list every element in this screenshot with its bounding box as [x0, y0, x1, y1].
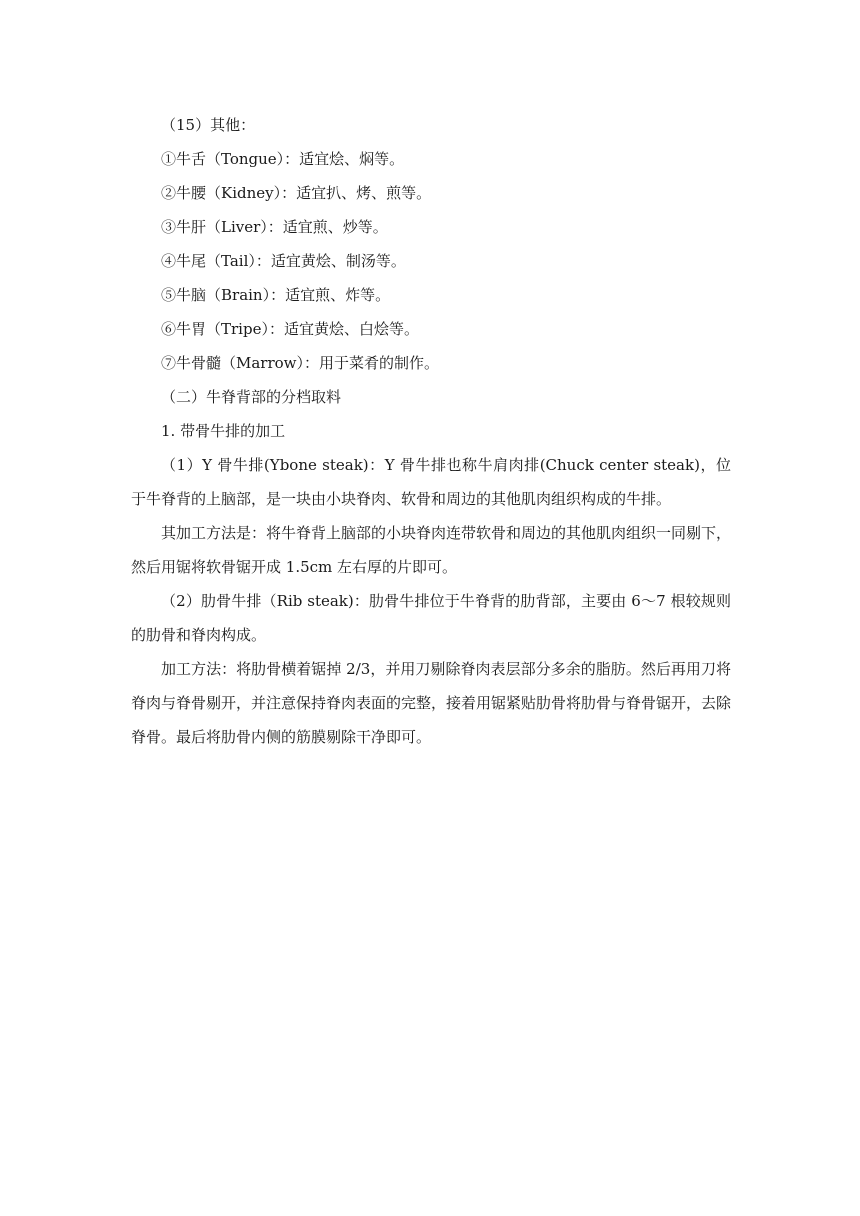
paragraph-rib-steak: （2）肋骨牛排（Rib steak)：肋骨牛排位于牛脊背的肋背部，主要由 6～7 根较规则的肋骨和脊肉构成。: [131, 592, 731, 644]
paragraph-y-bone-method: 其加工方法是：将牛脊背上脑部的小块脊肉连带软骨和周边的其他肌肉组织一同剔下，然后用锯将软骨锯开成 1.5cm 左右厚的片即可。: [131, 524, 732, 576]
list-item: ②牛腰（Kidney）：适宜扒、烤、煎等。: [161, 184, 432, 202]
list-item: ①牛舌（Tongue）：适宜烩、焖等。: [161, 150, 405, 168]
section-heading: （二）牛脊背部的分档取料: [161, 388, 342, 406]
list-item: ⑦牛骨髓（Marrow）：用于菜肴的制作。: [161, 354, 440, 372]
offal-list: [131, 142, 731, 380]
document-body: [131, 108, 731, 754]
list-item: ③牛肝（Liver）：适宜煎、炒等。: [161, 218, 388, 236]
paragraph-y-bone-steak: （1）Y 骨牛排(Ybone steak)：Y 骨牛排也称牛肩肉排(Chuck center steak)，位于牛脊背的上脑部，是一块由小块脊肉、软骨和周边的其他肌肉组织构成的牛排。: [131, 456, 731, 508]
list-item: ④牛尾（Tail）：适宜黄烩、制汤等。: [161, 252, 406, 270]
list-item: ⑥牛胃（Tripe）：适宜黄烩、白烩等。: [161, 320, 419, 338]
list-item: ⑤牛脑（Brain）：适宜煎、炸等。: [161, 286, 391, 304]
paragraph-rib-method: 加工方法：将肋骨横着锯掉 2/3，并用刀剔除脊肉表层部分多余的脂肪。然后再用刀将脊肉与脊骨剔开，并注意保持脊肉表面的完整，接着用锯紧贴肋骨将肋骨与脊骨锯开，去除脊骨。最后将肋骨内侧的筋膜剔除干净即可。: [131, 660, 732, 746]
others-heading: （15）其他：: [161, 116, 256, 134]
subsection-heading: 1. 带骨牛排的加工: [161, 422, 286, 440]
